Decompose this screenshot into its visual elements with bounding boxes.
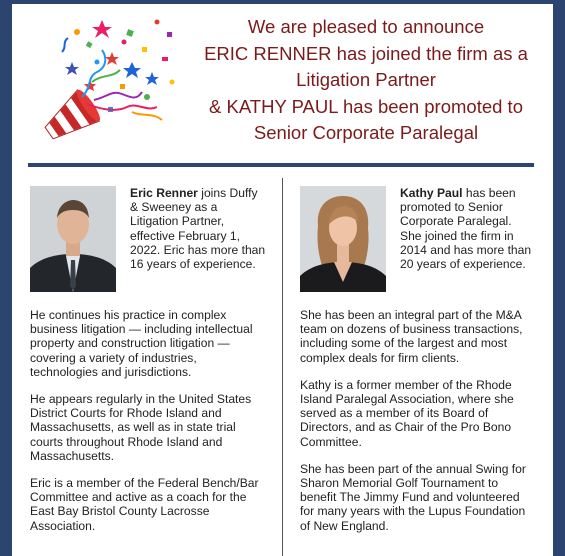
kathy-paul-name: Kathy Paul: [400, 186, 463, 200]
header-divider: [28, 163, 534, 167]
kathy-paul-intro-text: has been promoted to Senior Corporate Paralegal. She joined the firm in 2014 and has more than 20 years of experience.: [400, 186, 532, 272]
announcement-header: [12, 4, 553, 164]
column-divider: [282, 178, 283, 556]
paragraph: He continues his practice in complex business litigation — including intellectual property and construction litigation — covering a variety of industries, technologies and jurisdictions.: [30, 308, 253, 379]
eric-renner-column: [30, 186, 267, 546]
announcement-line: Litigation Partner: [296, 69, 436, 90]
paragraph: She has been part of the annual Swing for Sharon Memorial Golf Tournament to benefit The Jimmy Fund and volunteered for many years with the Lupus Foundation of New England.: [300, 461, 526, 533]
announcement-line: ERIC RENNER has joined the firm as a: [204, 42, 528, 64]
announcement-line: & KATHY PAUL has been promoted to: [209, 95, 523, 117]
announcement-line: We are pleased to announce: [247, 16, 485, 37]
eric-renner-name: Eric Renner: [130, 186, 198, 200]
announcement-line: Senior Corporate Paralegal: [253, 122, 479, 143]
paragraph: She has been an integral part of the M&A team on dozens of business transactions, including some of the largest and most complex deals for firm clients.: [300, 308, 523, 365]
announcement-text: [180, 14, 552, 147]
kathy-paul-photo: [300, 186, 386, 292]
eric-renner-intro-text: joins Duffy & Sweeney as a Litigation Partner, effective February 1, 2022. Eric has more than 16 years of experience.: [130, 186, 266, 272]
paragraph: Kathy is a former member of the Rhode Island Paralegal Association, where she served as a member of its Board of Directors, and as Chair of the Pro Bono Committee.: [300, 377, 514, 449]
kathy-paul-column: [300, 186, 536, 546]
paragraph: Eric is a member of the Federal Bench/Bar Committee and active as a coach for the East Bay Bristol County Lacrosse Association.: [30, 476, 259, 533]
eric-renner-photo: [30, 186, 116, 292]
party-popper-icon: [32, 12, 182, 142]
paragraph: He appears regularly in the United States District Courts for Rhode Island and Massachusetts, as well as in state trial courts throughout Rhode Island and Massachusetts.: [30, 392, 252, 463]
